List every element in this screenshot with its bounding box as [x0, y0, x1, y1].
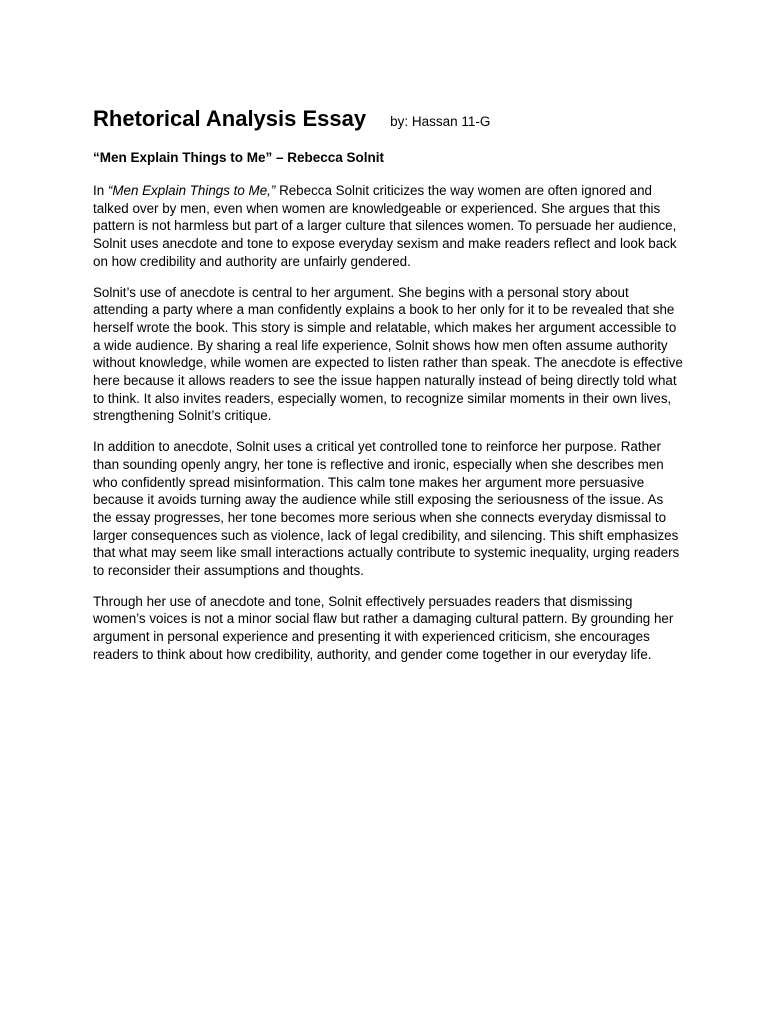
title-row — [93, 106, 683, 132]
paragraph-conclusion: Through her use of anecdote and tone, Solnit effectively persuades readers that dismissing women’s voices is not a minor social flaw but rather a damaging cultural pattern. By grounding her argument in personal experience and presenting it with experienced criticism, she encourages readers to think about how credibility, authority, and gender come together in our everyday life. — [93, 593, 674, 662]
author-byline: by: Hassan 11-G — [390, 114, 491, 129]
paragraph-introduction — [93, 182, 683, 271]
document-title: Rhetorical Analysis Essay — [93, 106, 367, 131]
work-title: “Men Explain Things to Me,” — [107, 183, 276, 198]
paragraph-lead: In — [93, 183, 108, 198]
paragraph-tone: In addition to anecdote, Solnit uses a critical yet controlled tone to reinforce her purpose. Rather than sounding openly angry, her tone is reflective and ironic, especially when she describes men who confidently spread misinformation. This calm tone makes her argument more persuasive because it avoids turning away the audience while still exposing the seriousness of the issue. As the essay progresses, her tone becomes more serious when she connects everyday dismissal to larger consequences such as violence, lack of legal credibility, and silencing. This shift emphasizes that what may seem like small interactions actually contribute to systemic inequality, urging readers to reconsider their assumptions and thoughts. — [93, 439, 680, 579]
paragraph-anecdote: Solnit’s use of anecdote is central to her argument. She begins with a personal story about attending a party where a man confidently explains a book to her only for it to be revealed that she herself wrote the book. This story is simple and relatable, which makes her argument accessible to a wide audience. By sharing a real life experience, Solnit shows how men often assume authority without knowledge, while women are expected to listen rather than speak. The anecdote is effective here because it allows readers to see the issue happen naturally instead of being directly told what to think. It also invites readers, especially women, to recognize similar moments in their own lives, strengthening Solnit’s critique. — [93, 284, 683, 424]
essay-subtitle: “Men Explain Things to Me” – Rebecca Solnit — [93, 150, 385, 165]
paragraph-rest: Rebecca Solnit criticizes the way women are often ignored and talked over by men, even when women are knowledgeable or experienced. She argues that this pattern is not harmless but part of a larger culture that silences women. To persuade her audience, Solnit uses anecdote and tone to expose everyday sexism and make readers reflect and look back on how credibility and authority are unfairly gendered. — [93, 183, 677, 269]
document-page — [93, 106, 683, 664]
